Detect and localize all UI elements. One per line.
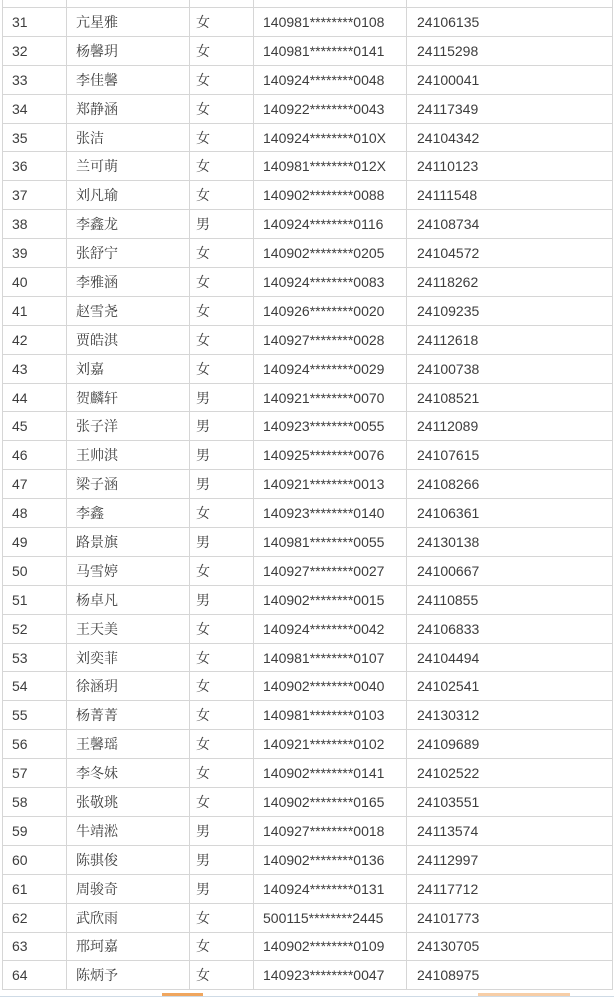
row-index-cell: 58 [3, 788, 67, 816]
row-index-cell: 37 [3, 181, 67, 209]
name-cell: 李鑫龙 [67, 210, 190, 238]
gender-cell: 女 [190, 701, 254, 729]
id-cell: 140981********0108 [254, 8, 407, 36]
code-cell: 24115298 [417, 42, 479, 59]
name-cell: 亢星雅 [67, 8, 190, 36]
gender-cell: 男 [190, 846, 254, 874]
id-cell: 140981********0107 [254, 644, 407, 672]
code-cell: 24100041 [417, 71, 480, 88]
code-cell: 24130705 [417, 938, 480, 955]
code-cell: 24110123 [417, 158, 479, 175]
gender-cell: 男 [190, 528, 254, 556]
gender-cell: 男 [190, 412, 254, 440]
gender-cell: 女 [190, 615, 254, 643]
row-index-cell: 44 [3, 384, 67, 412]
gender-cell: 男 [190, 384, 254, 412]
table-row [3, 441, 612, 470]
row-index-cell: 33 [3, 66, 67, 94]
code-cell: 24101773 [417, 909, 480, 926]
gender-cell: 女 [190, 499, 254, 527]
gender-cell: 女 [190, 37, 254, 65]
gender-cell: 女 [190, 759, 254, 787]
table-row [3, 701, 612, 730]
row-index-cell: 43 [3, 355, 67, 383]
gender-cell: 女 [190, 644, 254, 672]
table-row [3, 875, 612, 904]
table-row [3, 239, 612, 268]
id-cell: 140902********0141 [254, 759, 407, 787]
name-cell: 邢珂嘉 [67, 933, 190, 961]
table-row [3, 672, 612, 701]
name-cell: 武欣雨 [67, 904, 190, 932]
partial-row-top [3, 0, 612, 8]
table-row [3, 124, 612, 153]
gender-cell [190, 0, 254, 7]
id-cell: 140925********0076 [254, 441, 407, 469]
name-cell: 刘奕菲 [67, 644, 190, 672]
id-cell: 500115********2445 [254, 904, 407, 932]
row-index-cell: 39 [3, 239, 67, 267]
id-cell: 140981********0055 [254, 528, 407, 556]
name-cell: 张舒宁 [67, 239, 190, 267]
gender-cell: 女 [190, 297, 254, 325]
table-row [3, 730, 612, 759]
id-cell: 140921********0102 [254, 730, 407, 758]
code-cell: 24109689 [417, 736, 480, 753]
table-row [3, 66, 612, 95]
name-cell: 贾皓淇 [67, 326, 190, 354]
name-cell: 周骏奇 [67, 875, 190, 903]
id-cell: 140924********0048 [254, 66, 407, 94]
row-index-cell: 46 [3, 441, 67, 469]
name-cell: 梁子涵 [67, 470, 190, 498]
row-index-cell: 59 [3, 817, 67, 845]
code-cell: 24100667 [417, 562, 480, 579]
row-index-cell: 50 [3, 557, 67, 585]
name-cell: 贺麟轩 [67, 384, 190, 412]
table-row [3, 181, 612, 210]
gender-cell: 女 [190, 95, 254, 123]
id-cell: 140924********0083 [254, 268, 407, 296]
code-cell: 24112089 [417, 418, 479, 435]
id-cell [254, 0, 407, 7]
gender-cell: 女 [190, 66, 254, 94]
code-cell: 24103551 [417, 793, 480, 810]
code-cell: 24111548 [417, 187, 478, 204]
code-cell: 24102522 [417, 765, 480, 782]
name-cell: 杨卓凡 [67, 586, 190, 614]
id-cell: 140902********0088 [254, 181, 407, 209]
gender-cell: 女 [190, 181, 254, 209]
code-cell: 24110855 [417, 591, 479, 608]
gender-cell: 女 [190, 557, 254, 585]
id-cell: 140922********0043 [254, 95, 407, 123]
gender-cell: 女 [190, 788, 254, 816]
id-cell: 140923********0055 [254, 412, 407, 440]
row-index-cell: 31 [3, 8, 67, 36]
table-row [3, 759, 612, 788]
row-index-cell: 45 [3, 412, 67, 440]
code-cell: 24109235 [417, 302, 480, 319]
table-row [3, 210, 612, 239]
name-cell: 李鑫 [67, 499, 190, 527]
id-cell: 140924********0029 [254, 355, 407, 383]
table-row [3, 412, 612, 441]
gender-cell: 男 [190, 875, 254, 903]
gender-cell: 女 [190, 8, 254, 36]
gender-cell: 女 [190, 152, 254, 180]
row-index-cell: 64 [3, 961, 67, 989]
code-cell: 24106833 [417, 620, 480, 637]
code-cell: 24104342 [417, 129, 480, 146]
row-index-cell: 54 [3, 672, 67, 700]
id-cell: 140923********0047 [254, 961, 407, 989]
row-index-cell: 53 [3, 644, 67, 672]
table-row [3, 644, 612, 673]
code-cell: 24108266 [417, 476, 480, 493]
table-row [3, 499, 612, 528]
gender-cell: 男 [190, 470, 254, 498]
row-index-cell: 34 [3, 95, 67, 123]
name-cell: 路景旗 [67, 528, 190, 556]
name-cell: 王天美 [67, 615, 190, 643]
table-row [3, 615, 612, 644]
row-index-cell: 60 [3, 846, 67, 874]
row-index-cell: 41 [3, 297, 67, 325]
row-index-cell: 42 [3, 326, 67, 354]
name-cell: 张子洋 [67, 412, 190, 440]
table-row [3, 268, 612, 297]
id-cell: 140981********0103 [254, 701, 407, 729]
table-row [3, 528, 612, 557]
table-rows [3, 8, 612, 990]
gender-cell: 女 [190, 355, 254, 383]
code-cell: 24106135 [417, 13, 480, 30]
code-cell: 24108975 [417, 967, 480, 984]
id-cell: 140902********0040 [254, 672, 407, 700]
table-row [3, 586, 612, 615]
name-cell: 王馨瑶 [67, 730, 190, 758]
id-cell: 140981********012X [254, 152, 407, 180]
gender-cell: 男 [190, 586, 254, 614]
code-cell: 24130312 [417, 707, 480, 724]
row-index-cell: 61 [3, 875, 67, 903]
id-cell: 140923********0140 [254, 499, 407, 527]
table-row [3, 37, 612, 66]
table-row [3, 95, 612, 124]
gender-cell: 男 [190, 817, 254, 845]
gender-cell: 女 [190, 268, 254, 296]
name-cell: 李雅涵 [67, 268, 190, 296]
row-index-cell: 63 [3, 933, 67, 961]
table-row [3, 817, 612, 846]
partial-row-bottom [0, 991, 614, 997]
code-cell: 24108521 [417, 389, 480, 406]
name-cell: 兰可萌 [67, 152, 190, 180]
code-cell: 24130138 [417, 533, 480, 550]
id-cell: 140921********0013 [254, 470, 407, 498]
gender-cell: 女 [190, 124, 254, 152]
table-row [3, 355, 612, 384]
table-row [3, 961, 612, 990]
row-index-cell: 49 [3, 528, 67, 556]
gender-cell: 女 [190, 239, 254, 267]
row-index-cell: 56 [3, 730, 67, 758]
table-row [3, 326, 612, 355]
name-cell: 马雪婷 [67, 557, 190, 585]
id-cell: 140927********0027 [254, 557, 407, 585]
name-cell: 刘凡瑜 [67, 181, 190, 209]
id-cell: 140926********0020 [254, 297, 407, 325]
code-cell: 24107615 [417, 447, 480, 464]
row-index-cell [3, 0, 67, 7]
id-cell: 140902********0165 [254, 788, 407, 816]
name-cell: 徐涵玥 [67, 672, 190, 700]
gender-cell: 女 [190, 672, 254, 700]
name-cell: 李冬妹 [67, 759, 190, 787]
code-cell: 24112997 [417, 851, 479, 868]
id-cell: 140924********0116 [254, 210, 407, 238]
name-cell: 张洁 [67, 124, 190, 152]
gender-cell: 男 [190, 441, 254, 469]
name-cell: 陈炳予 [67, 961, 190, 989]
table-row [3, 846, 612, 875]
table-row [3, 933, 612, 962]
table-row [3, 470, 612, 499]
gender-cell: 男 [190, 210, 254, 238]
table-row [3, 557, 612, 586]
name-cell: 杨馨玥 [67, 37, 190, 65]
code-cell: 24102541 [417, 678, 480, 695]
table-row [3, 152, 612, 181]
name-cell: 赵雪尧 [67, 297, 190, 325]
id-cell: 140921********0070 [254, 384, 407, 412]
id-cell: 140902********0205 [254, 239, 407, 267]
code-cell: 24112618 [417, 331, 479, 348]
id-cell: 140927********0018 [254, 817, 407, 845]
id-cell: 140924********0131 [254, 875, 407, 903]
id-cell: 140924********0042 [254, 615, 407, 643]
id-cell: 140902********0015 [254, 586, 407, 614]
table-row [3, 384, 612, 413]
name-cell: 张敬珧 [67, 788, 190, 816]
id-cell: 140924********010X [254, 124, 407, 152]
code-cell: 24100738 [417, 360, 480, 377]
id-cell: 140981********0141 [254, 37, 407, 65]
code-cell: 24113574 [417, 822, 479, 839]
table-row [3, 297, 612, 326]
name-cell [67, 0, 190, 7]
row-index-cell: 40 [3, 268, 67, 296]
id-cell: 140902********0136 [254, 846, 407, 874]
id-cell: 140927********0028 [254, 326, 407, 354]
row-index-cell: 36 [3, 152, 67, 180]
row-index-cell: 38 [3, 210, 67, 238]
code-cell: 24104572 [417, 245, 480, 262]
gender-cell: 女 [190, 933, 254, 961]
row-index-cell: 51 [3, 586, 67, 614]
gender-cell: 女 [190, 961, 254, 989]
code-cell: 24108734 [417, 216, 480, 233]
name-cell: 王帅淇 [67, 441, 190, 469]
row-index-cell: 35 [3, 124, 67, 152]
name-cell: 杨菁菁 [67, 701, 190, 729]
code-cell: 24117712 [417, 880, 479, 897]
row-index-cell: 57 [3, 759, 67, 787]
id-cell: 140902********0109 [254, 933, 407, 961]
row-index-cell: 32 [3, 37, 67, 65]
table-row [3, 8, 612, 37]
row-index-cell: 52 [3, 615, 67, 643]
gender-cell: 女 [190, 326, 254, 354]
row-index-cell: 48 [3, 499, 67, 527]
code-cell: 24106361 [417, 505, 480, 522]
gender-cell: 女 [190, 904, 254, 932]
code-cell: 24118262 [417, 273, 479, 290]
gender-cell: 女 [190, 730, 254, 758]
table-row [3, 904, 612, 933]
code-cell: 24117349 [417, 100, 479, 117]
row-index-cell: 55 [3, 701, 67, 729]
name-cell: 郑静涵 [67, 95, 190, 123]
row-index-cell: 47 [3, 470, 67, 498]
table-row [3, 788, 612, 817]
code-cell [407, 0, 612, 7]
name-cell: 刘嘉 [67, 355, 190, 383]
row-index-cell: 62 [3, 904, 67, 932]
code-cell: 24104494 [417, 649, 480, 666]
roster-table [2, 0, 613, 990]
name-cell: 陈骐俊 [67, 846, 190, 874]
name-cell: 李佳馨 [67, 66, 190, 94]
name-cell: 牛靖淞 [67, 817, 190, 845]
